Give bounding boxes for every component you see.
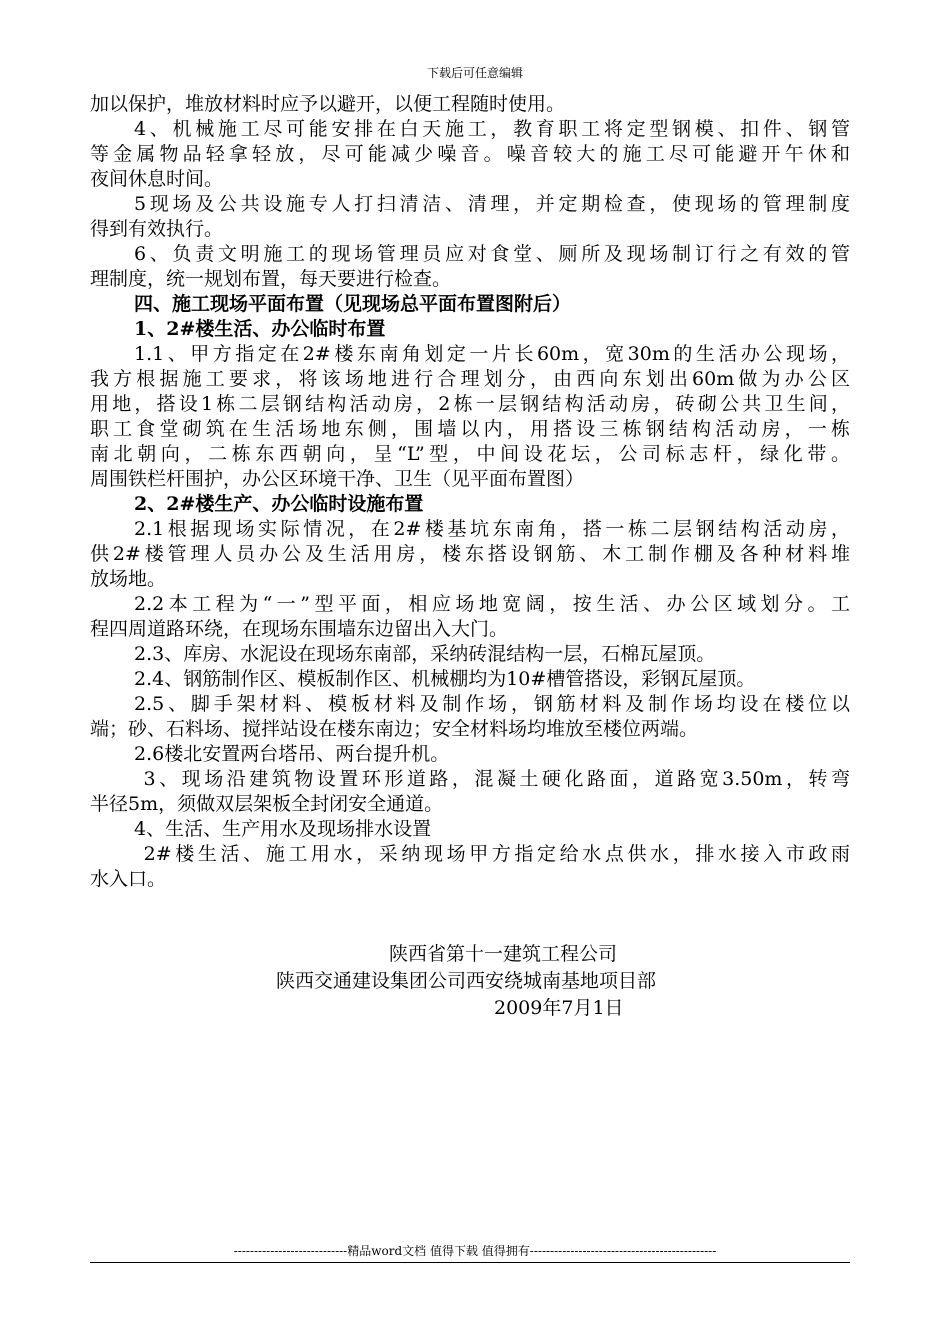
- body-line: 半径5m，须做双层架板全封闭安全通道。: [90, 793, 444, 815]
- body-line: 夜间休息时间。: [90, 168, 224, 190]
- body-line: 2.5、脚手架材料、模板材料及制作场，钢筋材料及制作场均设在楼位以: [134, 693, 850, 715]
- body-line: 端；砂、石料场、搅拌站设在楼东南边；安全材料场均堆放至楼位两端。: [90, 718, 699, 740]
- footer-divider: [90, 1262, 850, 1263]
- body-line: 南北朝向，二栋东西朝向，呈“L”型，中间设花坛，公司标志杆，绿化带。: [90, 443, 850, 465]
- signature-block: [0, 941, 950, 1022]
- signature-project: 陕西交通建设集团公司西安绕城南基地项目部: [276, 970, 657, 992]
- body-line: 2.1根据现场实际情况，在2#楼基坑东南角，搭一栋二层钢结构活动房，: [134, 518, 850, 540]
- body-line: 3、现场沿建筑物设置环形道路，混凝土硬化路面，道路宽3.50m，转弯: [134, 768, 850, 790]
- body-line: 5现场及公共设施专人打扫清洁、清理，并定期检查，使现场的管理制度: [134, 193, 850, 215]
- body-line: 2#楼生活、施工用水，采纳现场甲方指定给水点供水，排水接入市政雨: [134, 843, 850, 865]
- body-line: 2.3、库房、水泥设在现场东南部，采纳砖混结构一层，石棉瓦屋顶。: [134, 643, 716, 665]
- body-line: 2.2本工程为“一”型平面，相应场地宽阔，按生活、办公区域划分。工: [134, 593, 850, 615]
- body-line: 等金属物品轻拿轻放，尽可能减少噪音。噪音较大的施工尽可能避开午休和: [90, 143, 850, 165]
- body-line: 加以保护，堆放材料时应予以避开，以便工程随时使用。: [90, 93, 566, 115]
- body-line: 周围铁栏杆围护，办公区环境干净、卫生（见平面布置图）: [90, 468, 585, 490]
- body-line: 放场地。: [90, 568, 167, 590]
- page-header: 下载后可任意编辑: [426, 66, 523, 80]
- body-line: 1.1、甲方指定在2#楼东南角划定一片长60m，宽30m的生活办公现场，: [134, 343, 850, 365]
- body-line: 6、负责文明施工的现场管理员应对食堂、厕所及现场制订行之有效的管: [134, 243, 850, 265]
- body-line: 水入口。: [90, 868, 167, 890]
- body-line: 4、生活、生产用水及现场排水设置: [134, 818, 432, 840]
- body-line: 四、施工现场平面布置（见现场总平面布置图附后）: [134, 293, 572, 315]
- body-line: 理制度，统一规划布置，每天要进行检查。: [90, 268, 452, 290]
- document-body: [90, 92, 850, 892]
- body-line: 我方根据施工要求，将该场地进行合理划分，由西向东划出60m做为办公区: [90, 368, 850, 390]
- signature-date: 2009年7月1日: [494, 997, 624, 1019]
- body-line: 2.6楼北安置两台塔吊、两台提升机。: [134, 743, 450, 765]
- body-line: 职工食堂砌筑在生活场地东侧，围墙以内，用搭设三栋钢结构活动房，一栋: [90, 418, 850, 440]
- body-line: 程四周道路环绕，在现场东围墙东边留出入大门。: [90, 618, 509, 640]
- body-line: 2.4、钢筋制作区、模板制作区、机械棚均为10#槽管搭设，彩钢瓦屋顶。: [134, 668, 756, 690]
- body-line: 用地，搭设1栋二层钢结构活动房，2栋一层钢结构活动房，砖砌公共卫生间，: [90, 393, 850, 415]
- page-footer: ----------------------------精品word文档 值得下载 值得拥有----------------------------------------------: [233, 1244, 717, 1258]
- body-line: 得到有效执行。: [90, 218, 224, 240]
- body-line: 2、2#楼生产、办公临时设施布置: [134, 493, 424, 515]
- body-line: 供2#楼管理人员办公及生活用房，楼东搭设钢筋、木工制作棚及各种材料堆: [90, 543, 850, 565]
- signature-company: 陕西省第十一建筑工程公司: [389, 943, 618, 965]
- body-line: 1、2#楼生活、办公临时布置: [134, 318, 386, 340]
- body-line: 4、机械施工尽可能安排在白天施工，教育职工将定型钢模、扣件、钢管: [134, 118, 850, 140]
